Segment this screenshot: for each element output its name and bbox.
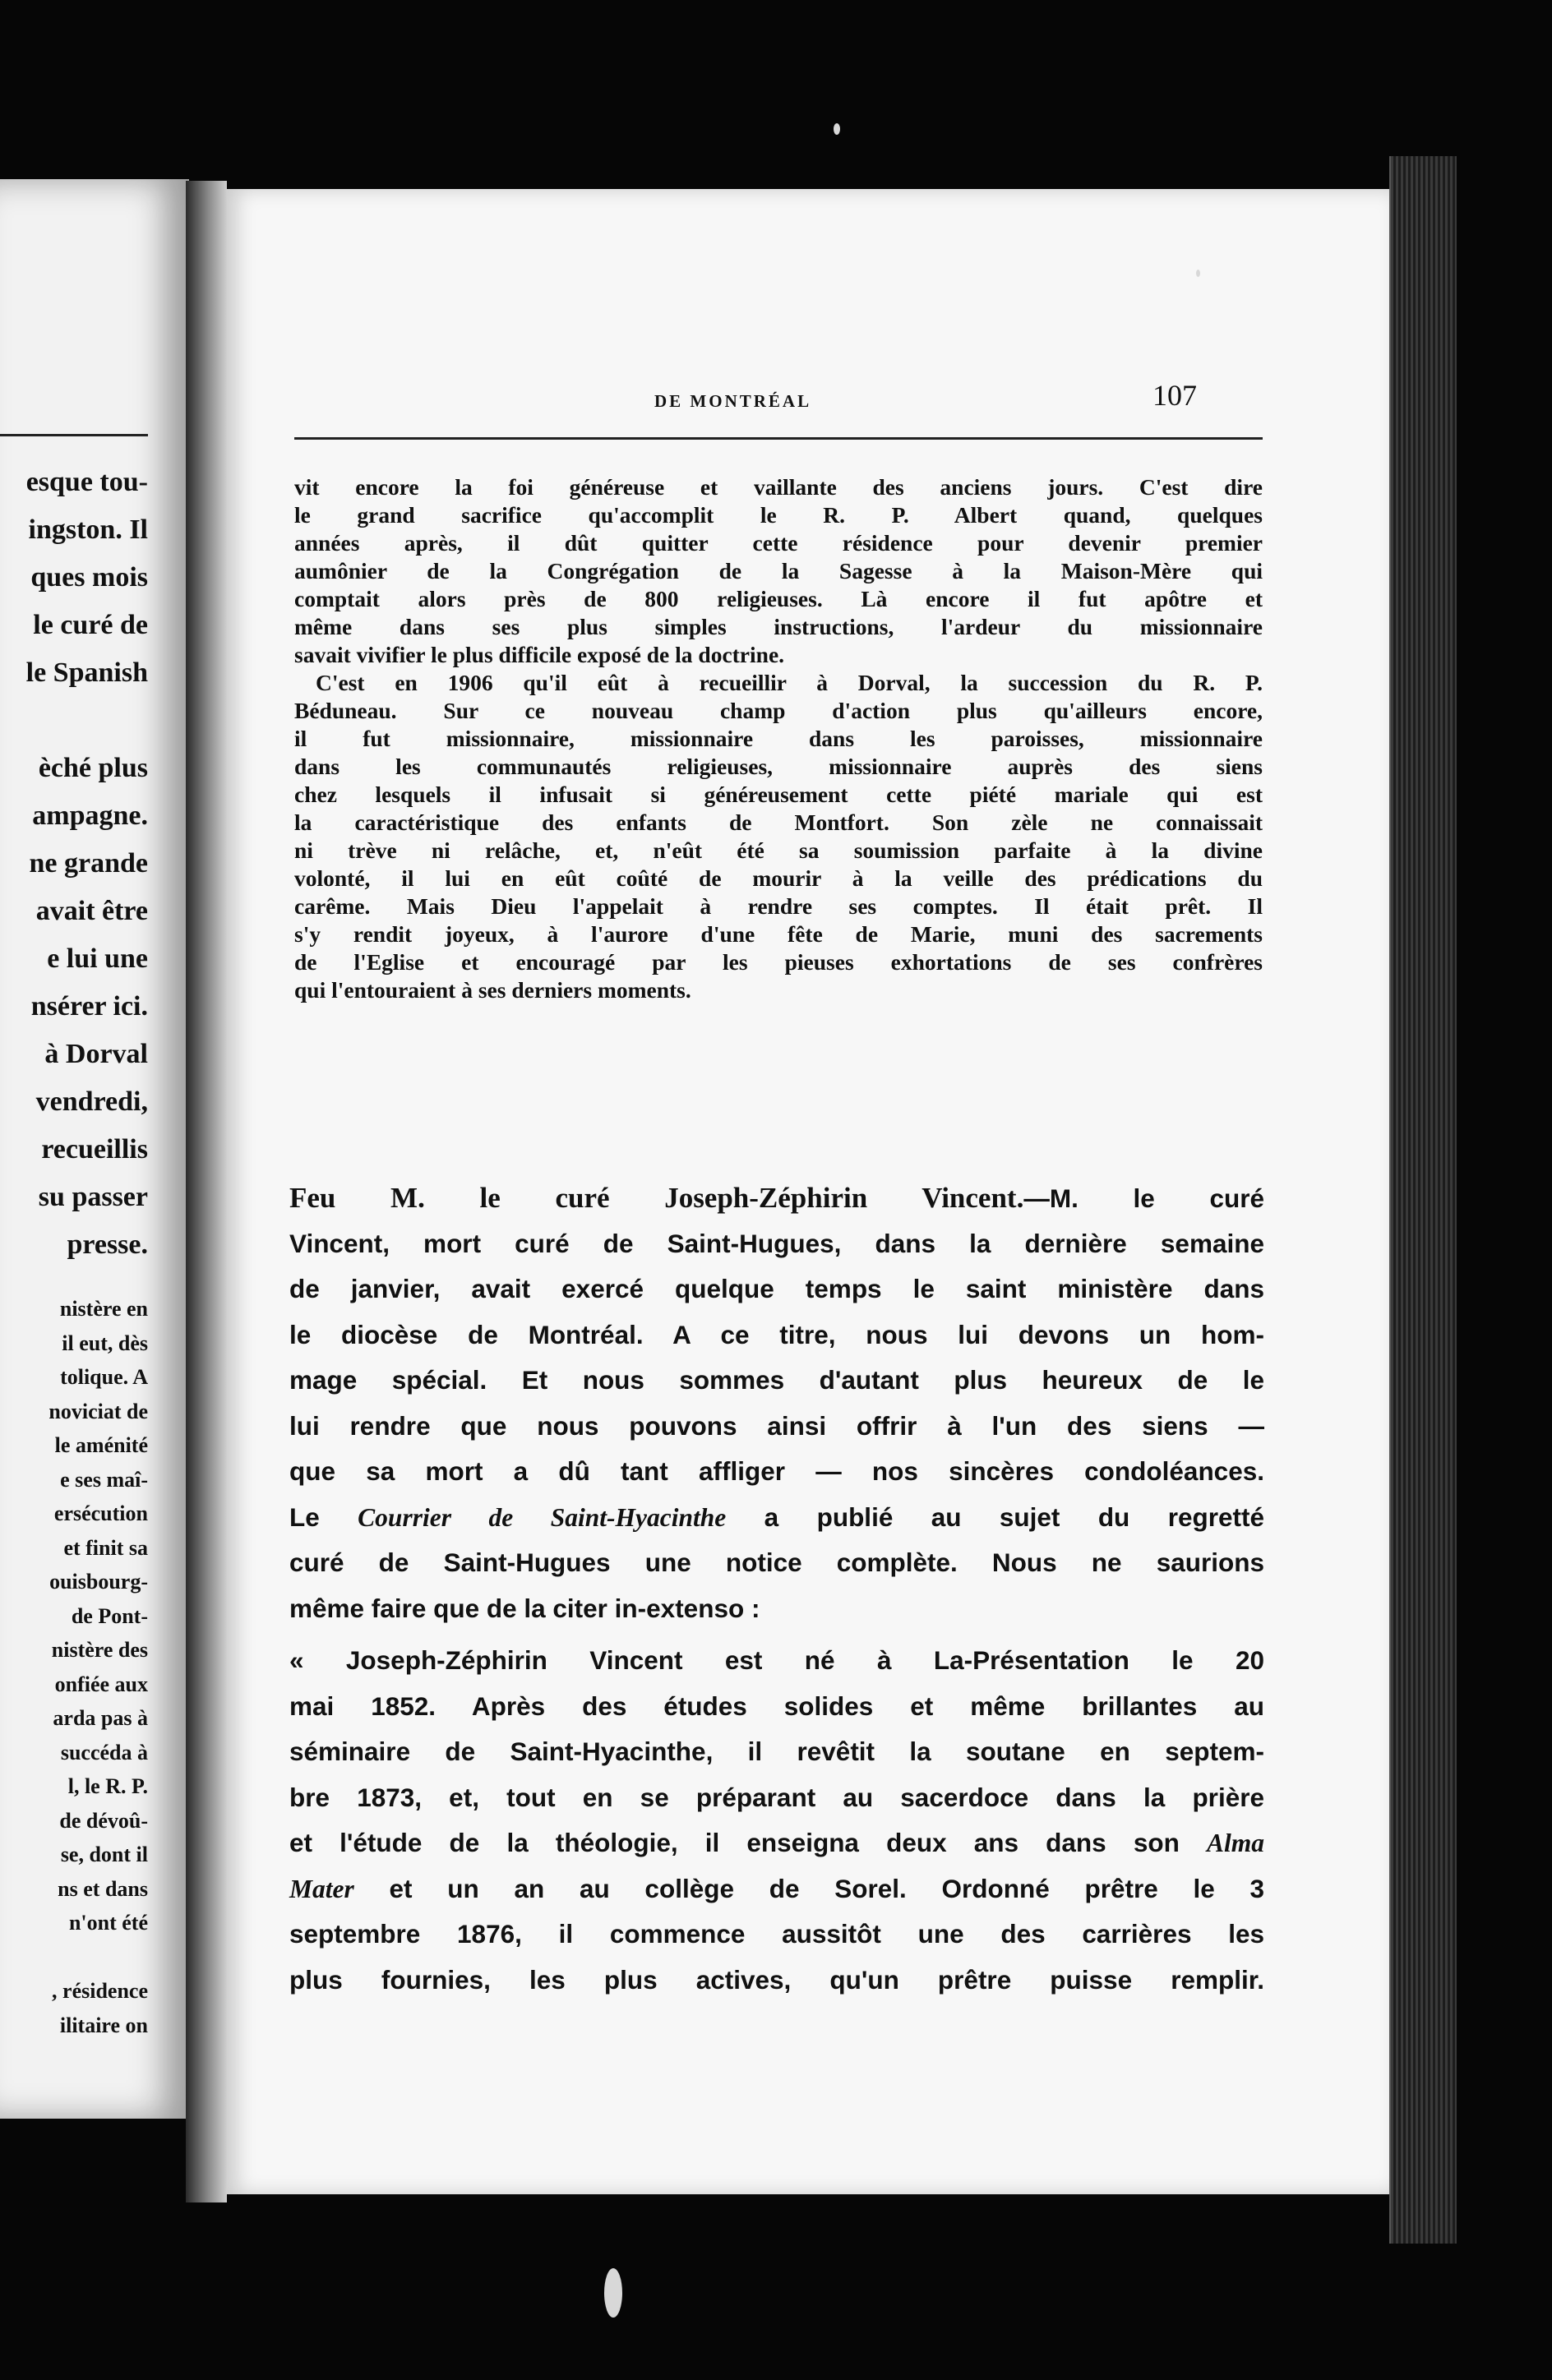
text-line: séminaire de Saint-Hyacinthe, il revêtit la soutane en septem- <box>289 1737 1264 1766</box>
text-line: aumônier de la Congrégation de la Sagesse à la Maison-Mère qui <box>294 558 1263 583</box>
text-line: le diocèse de Montréal. A ce titre, nous lui devons un hom- <box>289 1319 1264 1349</box>
text-line: Béduneau. Sur ce nouveau champ d'action plus qu'ailleurs encore, <box>294 698 1263 723</box>
text-line: bre 1873, et, tout en se préparant au sacerdoce dans la prière <box>289 1782 1264 1812</box>
left-text-line: e ses maî- <box>60 1467 148 1492</box>
left-text-line: recueillis <box>41 1134 148 1165</box>
text-line: de l'Eglise et encouragé par les pieuses exhortations de ses confrères <box>294 949 1263 975</box>
text-line: mage spécial. Et nous sommes d'autant plus heureux de le <box>289 1365 1264 1395</box>
left-text-line: ersécution <box>53 1501 148 1525</box>
text-line: « Joseph-Zéphirin Vincent est né à La-Présentation le 20 <box>289 1645 1264 1675</box>
left-text-line: vendredi, <box>35 1086 148 1117</box>
left-text-line: nistère en <box>59 1297 148 1321</box>
left-text-line: succéda à <box>60 1740 148 1764</box>
article-heading: Feu M. le curé Joseph-Zéphirin Vincent. <box>289 1182 1024 1214</box>
text-line: même dans ses plus simples instructions, l'ardeur du missionnaire <box>294 614 1263 639</box>
left-page <box>0 179 189 2119</box>
left-text-line: ilitaire on <box>59 2013 148 2037</box>
left-text-line <box>0 1940 148 1975</box>
paragraph-vincent <box>289 1221 1264 1495</box>
right-page <box>227 189 1389 2194</box>
left-text-line: ouisbourg- <box>49 1570 148 1594</box>
left-text-line: tolique. A <box>60 1365 148 1389</box>
text-line: années après, il dût quitter cette résidence pour devenir premier <box>294 530 1263 556</box>
article-heading-line <box>289 1175 1264 1221</box>
left-text-line: se, dont il <box>60 1843 148 1866</box>
scan-dust <box>834 123 840 135</box>
text-line: même faire que de la citer in-extenso : <box>289 1593 760 1623</box>
text-line: la caractéristique des enfants de Montfort. Son zèle ne connaissait <box>294 809 1263 835</box>
paragraph-quote <box>289 1638 1264 1820</box>
left-text-line <box>0 697 148 745</box>
left-text-line: ns et dans <box>58 1876 148 1901</box>
text-line: Vincent, mort curé de Saint-Hugues, dans la dernière semaine <box>289 1228 1264 1258</box>
left-page-text <box>0 459 148 2042</box>
left-text-line: presse. <box>67 1229 148 1260</box>
text-line: savait vivifier le plus difficile exposé de la doctrine. <box>294 642 785 667</box>
left-text-line: , résidence <box>52 1979 148 2003</box>
text-line: il fut missionnaire, missionnaire dans les paroisses, missionnaire <box>294 726 1263 751</box>
left-text-line: à Dorval <box>44 1039 148 1069</box>
small-type-block <box>294 473 1263 1004</box>
newspaper-title: Courrier de Saint-Hyacinthe <box>358 1502 727 1532</box>
text-line: volonté, il lui en eût coûté de mourir à la veille des prédications du <box>294 865 1263 891</box>
text-line: de janvier, avait exercé quelque temps le saint ministère dans <box>289 1274 1264 1303</box>
text-line: le grand sacrifice qu'accomplit le R. P. Albert quand, quelques <box>294 502 1263 528</box>
left-text-line: nsérer ici. <box>30 991 148 1022</box>
left-text-line: ingston. Il <box>28 514 148 545</box>
text-line: comptait alors près de 800 religieuses. Là encore il fut apôtre et <box>294 586 1263 611</box>
text-line: carême. Mais Dieu l'appelait à rendre ses comptes. Il était prêt. Il <box>294 893 1263 919</box>
text-line: ni trève ni relâche, et, n'eût été sa soumission parfaite à la divine <box>294 837 1263 863</box>
left-text-line: le aménité <box>54 1433 148 1457</box>
left-text-line: ques mois <box>30 562 148 593</box>
scan-dust <box>1196 270 1200 277</box>
paragraph-dorval <box>294 669 1263 1004</box>
left-text-line: èché plus <box>38 753 148 783</box>
paragraph-albert <box>294 473 1263 669</box>
left-text-line: ne grande <box>29 848 148 879</box>
mater-line: Mater et un an au collège de Sorel. Ordonné prêtre le 3 <box>289 1873 1264 1903</box>
text-line: septembre 1876, il commence aussitôt une des carrières les <box>289 1919 1264 1949</box>
text-line: plus fournies, les plus actives, qu'un prêtre puisse remplir. <box>289 1964 1264 1995</box>
large-type-block <box>289 1175 1264 2003</box>
left-text-line: ampagne. <box>32 800 148 831</box>
text-line: mai 1852. Après des études solides et même brillantes au <box>289 1690 1264 1721</box>
left-text-line: de Pont- <box>71 1603 148 1628</box>
left-text-line: su passer <box>38 1182 148 1212</box>
page-edges <box>1389 156 1457 2244</box>
left-header-rule <box>0 434 148 436</box>
courrier-line: Le Courrier de Saint-Hyacinthe a publié au sujet du regretté <box>289 1501 1264 1532</box>
page-number: 107 <box>1152 379 1197 412</box>
left-text-line: arda pas à <box>53 1706 148 1730</box>
text-line: curé de Saint-Hugues une notice complète. Nous ne saurions <box>289 1547 1264 1577</box>
left-text-line: onfiée aux <box>54 1672 148 1696</box>
paragraph-quote-cont <box>289 1912 1264 2003</box>
left-text-line: e lui une <box>47 943 148 974</box>
left-text-line: il eut, dès <box>62 1331 148 1355</box>
text-line: lui rendre que nous pouvons ainsi offrir à l'un des siens — <box>289 1410 1264 1441</box>
left-text-line: noviciat de <box>48 1399 148 1423</box>
text-line: qui l'entouraient à ses derniers moments. <box>294 977 691 1003</box>
left-text-line: le curé de <box>33 610 148 640</box>
left-text-line: nistère des <box>51 1638 148 1662</box>
left-text-line: de dévoû- <box>59 1808 148 1833</box>
left-text-line: esque tou- <box>25 467 148 497</box>
text-line: vit encore la foi généreuse et vaillante des anciens jours. C'est dire <box>294 474 1263 500</box>
left-text-line: avait être <box>35 896 148 926</box>
left-text-line: n'ont été <box>68 1911 148 1935</box>
text-line: que sa mort a dû tant affliger — nos sincères condoléances. <box>289 1456 1264 1486</box>
scan-dust <box>604 2268 622 2318</box>
book-gutter <box>186 181 227 2202</box>
left-text-line: et finit sa <box>63 1535 148 1560</box>
text-line: s'y rendit joyeux, à l'aurore d'une fête de Marie, muni des sacrements <box>294 921 1263 947</box>
heading-tail: —M. le curé <box>1023 1183 1264 1213</box>
left-text-line: le Spanish <box>25 657 148 688</box>
alma-line: et l'étude de la théologie, il enseigna deux ans dans son Alma <box>289 1828 1264 1857</box>
text-line: dans les communautés religieuses, missionnaire auprès des siens <box>294 754 1263 779</box>
text-line: chez lesquels il infusait si généreusement cette piété mariale qui est <box>294 782 1263 807</box>
running-head: DE MONTRÉAL <box>654 391 812 411</box>
text-line: C'est en 1906 qu'il eût à recueillir à Dorval, la succession du R. P. <box>316 670 1263 695</box>
paragraph-vincent-cont <box>289 1540 1264 1631</box>
left-text-line: l, le R. P. <box>67 1774 148 1798</box>
header-rule <box>294 437 1263 440</box>
